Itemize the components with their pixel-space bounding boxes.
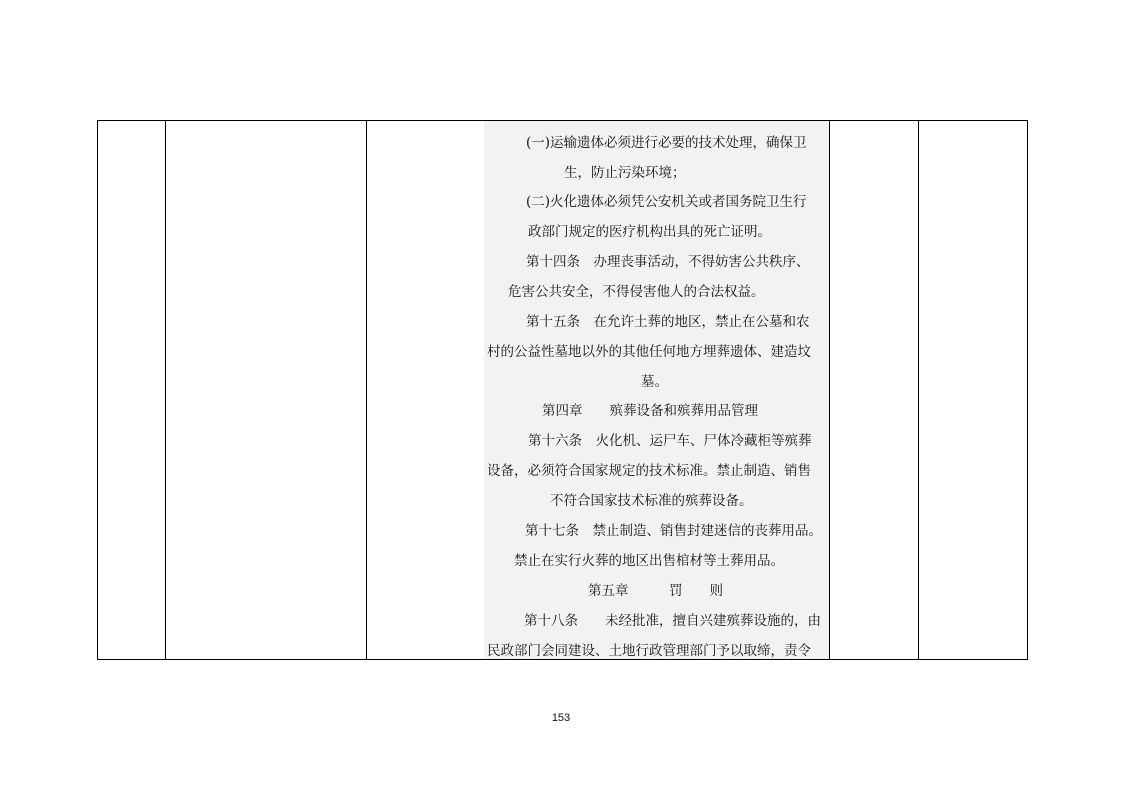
regulation-table <box>97 120 1028 660</box>
text-line: 第十六条 火化机、运尸车、尸体冷藏柜等殡葬 <box>528 433 812 449</box>
column-divider <box>366 121 367 659</box>
text-line: 设备，必须符合国家规定的技术标准。禁止制造、销售 <box>487 463 811 479</box>
text-line: 生，防止污染环境； <box>564 165 686 181</box>
column-divider <box>918 121 919 659</box>
text-line: 第十四条 办理丧事活动，不得妨害公共秩序、 <box>526 254 810 270</box>
regulation-text-cell <box>484 121 829 659</box>
chapter-heading: 第五章 罚 则 <box>588 583 723 599</box>
text-line: 政部门规定的医疗机构出具的死亡证明。 <box>528 224 771 240</box>
text-line: 危害公共安全，不得侵害他人的合法权益。 <box>508 284 765 300</box>
chapter-heading: 第四章 殡葬设备和殡葬用品管理 <box>542 403 758 419</box>
text-line: 不符合国家技术标准的殡葬设备。 <box>550 493 753 509</box>
text-line: 村的公益性墓地以外的其他任何地方埋葬遗体、建造坟 <box>487 344 811 360</box>
text-line: (二)火化遗体必须凭公安机关或者国务院卫生行 <box>526 194 807 210</box>
text-line: 禁止在实行火葬的地区出售棺材等土葬用品。 <box>514 553 784 569</box>
text-line: 第十七条 禁止制造、销售封建迷信的丧葬用品。 <box>525 523 822 539</box>
column-divider <box>829 121 830 659</box>
text-line: 民政部门会同建设、土地行政管理部门予以取缔，责令 <box>487 643 811 659</box>
text-line: 第十八条 未经批准，擅自兴建殡葬设施的，由 <box>524 613 821 629</box>
text-line: 墓。 <box>641 374 668 390</box>
page-number: 153 <box>551 712 571 724</box>
column-divider <box>165 121 166 659</box>
text-line: 第十五条 在允许土葬的地区，禁止在公墓和农 <box>526 314 810 330</box>
text-line: (一)运输遗体必须进行必要的技术处理，确保卫 <box>526 135 807 151</box>
